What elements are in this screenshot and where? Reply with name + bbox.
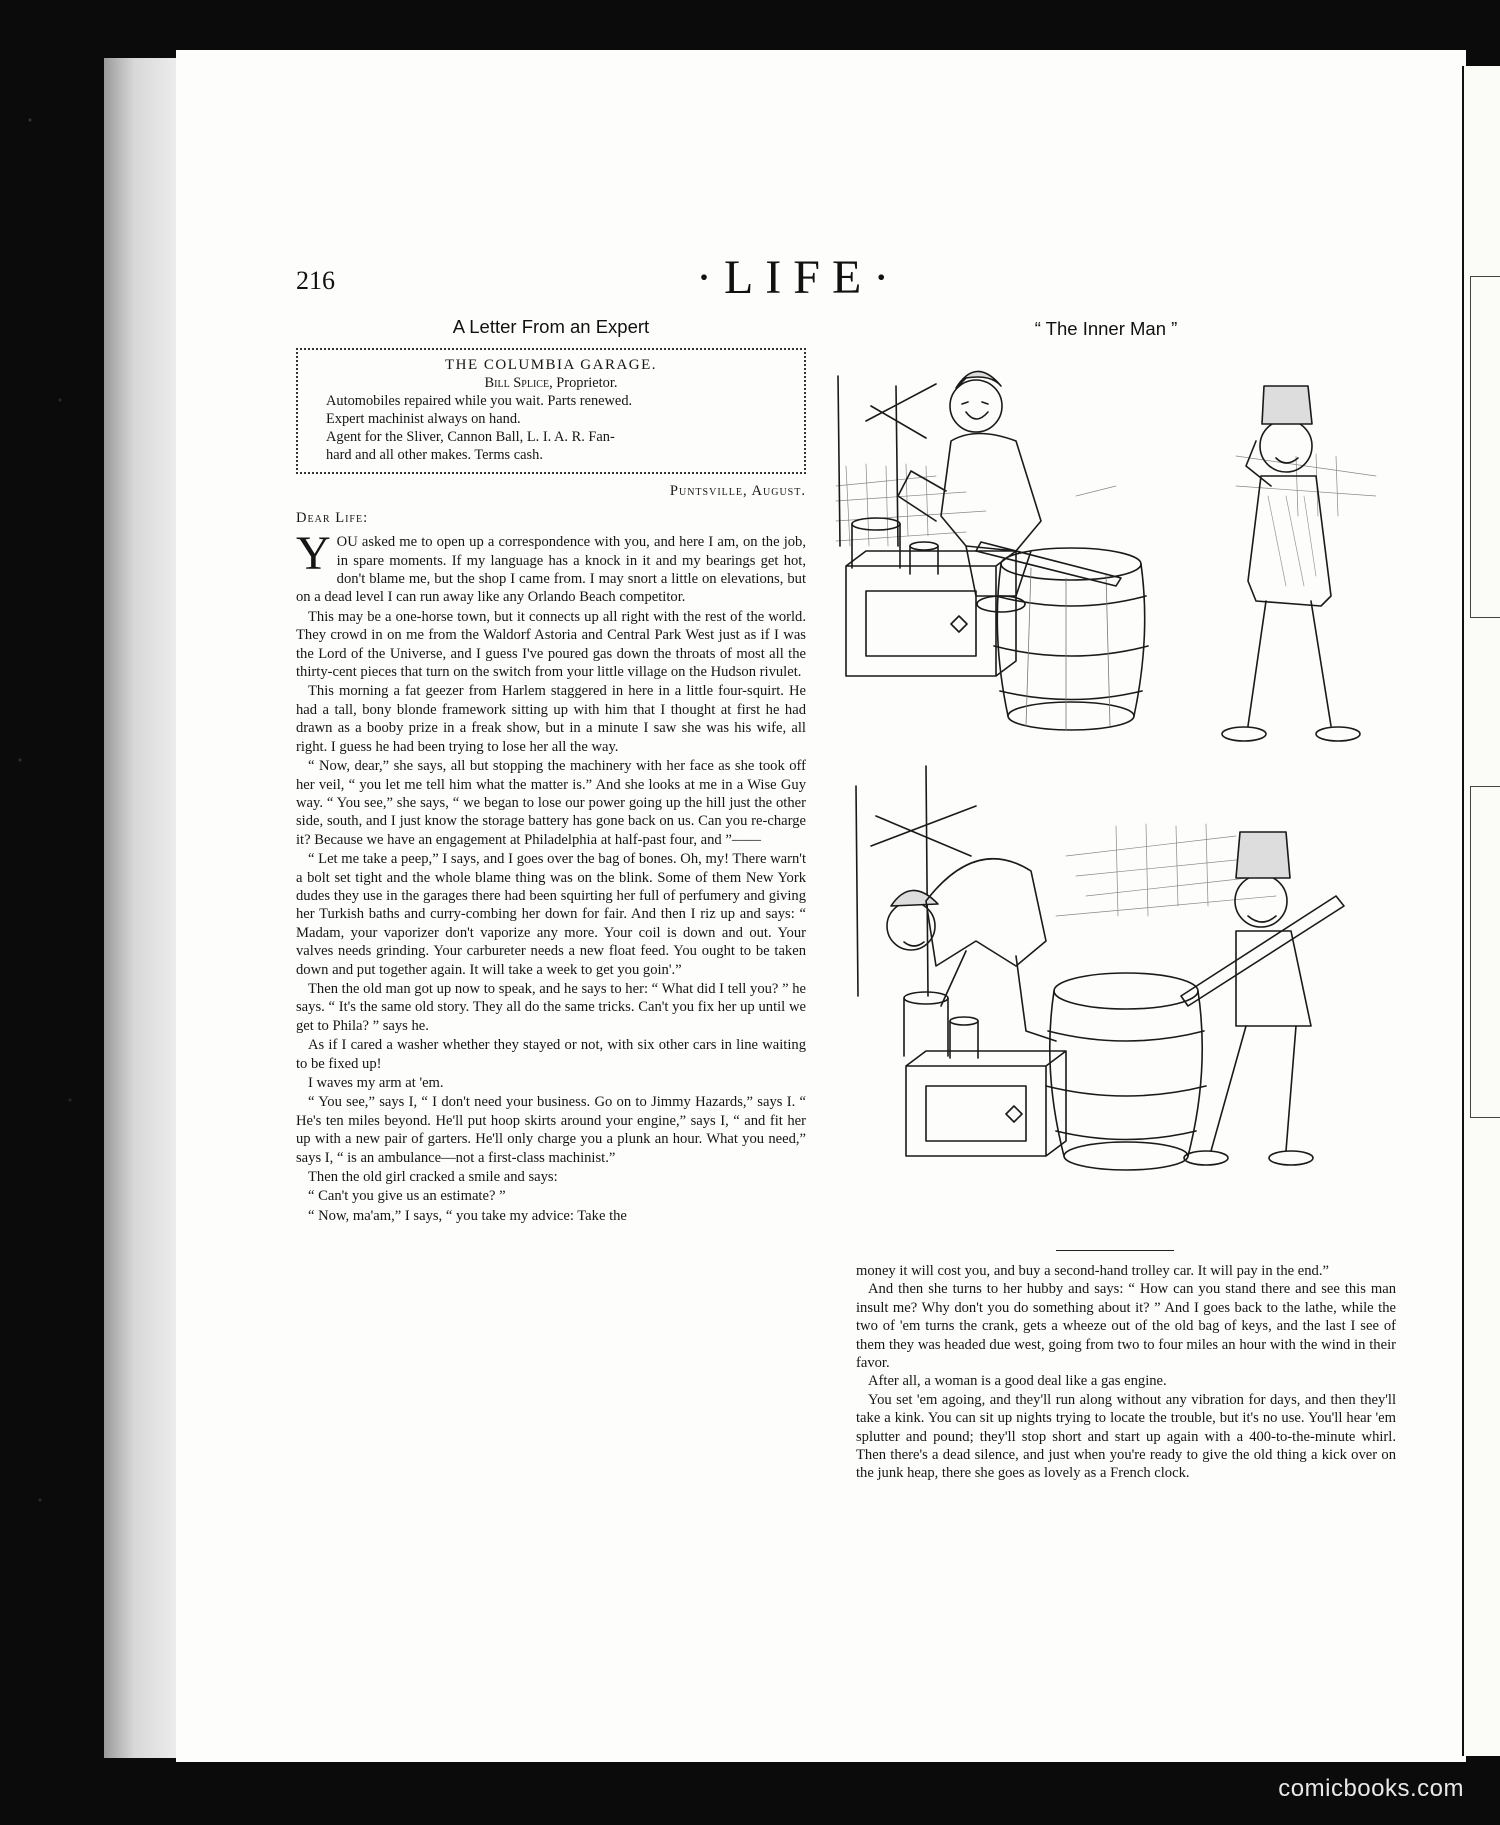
- scan-margin: [0, 0, 100, 1825]
- adjacent-page-edge: [1462, 66, 1500, 1756]
- ad-line: Expert machinist always on hand.: [326, 411, 521, 428]
- magazine-page: [176, 50, 1466, 1762]
- ad-business-name: THE COLUMBIA GARAGE.: [444, 357, 658, 374]
- dateline: Puntsville, August.: [669, 483, 806, 500]
- first-paragraph: [296, 527, 806, 607]
- running-head: [176, 250, 1466, 310]
- panel-bottom: [856, 766, 1344, 1170]
- paragraph: Then the old girl cracked a smile and says:: [308, 1169, 558, 1186]
- paragraph: “ Can't you give us an estimate? ”: [308, 1188, 506, 1205]
- adjacent-page-art: [1470, 276, 1500, 618]
- paragraph: This morning a fat geezer from Harlem staggered in here in a little four-squirt. He had a tall, bony blonde framework sitting up with him that I thought at first he had drawn as a booby prize in a freak show, but in a minute I saw she was his wife, all right. I guess he had been trying to lose her all the way.: [296, 683, 806, 755]
- divider-rule: [1056, 1250, 1174, 1251]
- paragraph: As if I cared a washer whether they stayed or not, with six other cars in line waiting to be fixed up!: [296, 1037, 806, 1072]
- ad-line: Agent for the Sliver, Cannon Ball, L. I. A. R. Fan-: [326, 429, 615, 446]
- garage-ad-box: [296, 348, 806, 474]
- paragraph: Then the old man got up now to speak, and he says to her: “ What did I tell you? ” he says. “ It's the same old story. They all do the same tricks. Can't you fix her up until we get to Phila? ” says he.: [296, 980, 806, 1034]
- paragraph: “ Now, dear,” she says, all but stopping the machinery with her face as she took off her veil, “ you let me tell him what the matter is.” And she looks at me in a Wise Guy way. “ You see,” she says, “ we began to lose our power going up the hill just the other side, south, and I just know the storage battery has gone back on us. Can you re-charge it? Because we have an engagement at Philadelphia at half-past four, and ”——: [296, 758, 806, 848]
- ad-proprietor: [312, 374, 790, 392]
- paragraph: “ Now, ma'am,” I says, “ you take my advice: Take the: [308, 1207, 627, 1224]
- paragraph: After all, a woman is a good deal like a gas engine.: [868, 1373, 1167, 1390]
- drop-cap: Y: [296, 527, 331, 581]
- paragraph: “ You see,” says I, “ I don't need your business. Go on to Jimmy Hazards,” says I. “ He's ten miles beyond. He'll put hoop skirts around your engine,” says I, “ and fit her up with a new pair of garters. He'll only charge you a plunk an hour. What you need,” says I, “ is an ambulance—not a first-class machinist.”: [296, 1094, 806, 1166]
- illustration-title: “ The Inner Man ”: [1034, 318, 1178, 339]
- adjacent-page-art: [1470, 786, 1500, 1118]
- ad-proprietor-role: , Proprietor.: [549, 375, 618, 392]
- ad-proprietor-name: Bill Splice: [484, 375, 550, 392]
- paragraph: “ Let me take a peep,” I says, and I goes over the bag of bones. Oh, my! There warn't a bolt set tight and the whole blame thing was on the blink. Some of them New York dudes they use in the garages there had been squirting her full of perfumery and giving her Turkish baths and curry-combing her down for fair. And then I riz up and says: “ Madam, your vaporizer don't vaporize any more. Your coil is down and out. Your valves needs grinding. Your carbureter needs a new float feed. You ought to be taken down and put together again. It will take a week to get you goin'.”: [296, 851, 806, 978]
- article-column-right: [856, 1262, 1396, 1483]
- salutation: Dear Life:: [296, 509, 369, 526]
- article-title: A Letter From an Expert: [452, 316, 650, 337]
- magazine-title: ·LIFE·: [696, 251, 902, 304]
- panel-top: [836, 371, 1376, 741]
- paragraph: I waves my arm at 'em.: [308, 1075, 444, 1091]
- ad-line: hard and all other makes. Terms cash.: [326, 447, 543, 464]
- illustration-inner-man: [816, 318, 1396, 1258]
- page-number: 216: [296, 266, 335, 295]
- paragraph: You set 'em agoing, and they'll run along without any vibration for days, and then they'll take a kink. You can sit up nights trying to locate the trouble, but it's no use. You'll hear 'em splutter and pound; they'll stop short and start up again with a 400-to-the-minute whirl. Then there's a dead silence, and just when you're ready to give the old thing a kick over on the junk heap, there she goes as lovely as a French clock.: [856, 1391, 1396, 1482]
- paragraph: This may be a one-horse town, but it connects up all right with the rest of the world. They crowd in on me from the Waldorf Astoria and Central Park West just as if I was the Lord of the Universe, and I guess I've poured gas down the throats of most all the thirty-cent pieces that turn on the switch from your little village on the Hudson rivulet.: [296, 608, 806, 681]
- cartoon-drawing: [816, 346, 1396, 1256]
- watermark-text: comicbooks.com: [1278, 1775, 1464, 1802]
- page-edge: [104, 58, 180, 1758]
- paragraph: And then she turns to her hubby and says: “ How can you stand there and see this man insult me? Why don't you do something about it? ” And I goes back to the lathe, while the two of 'em turns the crank, gets a wheeze out of the old bag of keys, and the last I see of them they was headed due west, going from two to four miles an hour with the wind in their favor.: [856, 1281, 1396, 1372]
- ad-line: Automobiles repaired while you wait. Parts renewed.: [326, 393, 633, 410]
- paragraph: money it will cost you, and buy a second-hand trolley car. It will pay in the end.”: [856, 1263, 1329, 1279]
- first-paragraph-text: OU asked me to open up a correspondence with you, and here I am, on the job, in spare moments. If my language has a knock in it and my bearings get hot, don't blame me, but the shop I came from. I may snort a little on elevations, but on a dead level I can run away like any Orlando Beach competitor.: [296, 534, 806, 606]
- article-column-left: [296, 318, 806, 1225]
